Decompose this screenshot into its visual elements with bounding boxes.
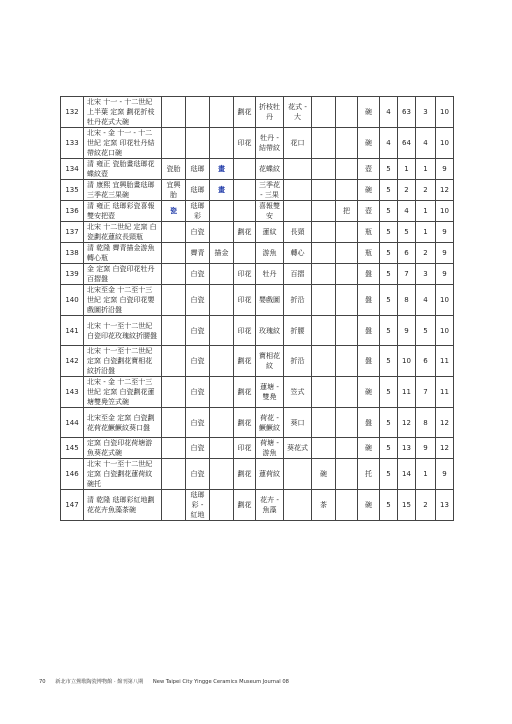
table-row — [61, 159, 454, 180]
cell-c2 — [186, 97, 210, 128]
cell-c4: 劃花 — [234, 346, 256, 377]
cell-c7 — [312, 438, 336, 459]
cell-id: 144 — [61, 408, 84, 438]
cell-c9: 壺 — [358, 201, 380, 222]
table-row — [61, 346, 454, 377]
cell-n3: 2 — [416, 180, 436, 201]
cell-c5: 牡丹 - 結帶紋 — [256, 128, 284, 159]
cell-n1: 5 — [380, 285, 398, 316]
cell-n4: 10 — [436, 316, 454, 346]
cell-c9: 瓶 — [358, 243, 380, 264]
cell-c2: 霽青 — [186, 243, 210, 264]
cell-n3: 9 — [416, 438, 436, 459]
cell-c9: 碗 — [358, 128, 380, 159]
cell-n4: 12 — [436, 408, 454, 438]
journal-title-zh: 新北市立鶯歌陶瓷博物館 · 館刊第八期 — [55, 679, 144, 685]
cell-c2 — [186, 128, 210, 159]
cell-c2: 琺瑯彩 — [186, 201, 210, 222]
cell-c8 — [336, 97, 358, 128]
cell-c5: 喜報雙安 — [256, 201, 284, 222]
cell-n4: 9 — [436, 459, 454, 490]
cell-c9: 瓶 — [358, 222, 380, 243]
cell-c5: 花蝶紋 — [256, 159, 284, 180]
cell-c1 — [162, 285, 186, 316]
cell-n1: 5 — [380, 316, 398, 346]
cell-c5: 牡丹 — [256, 264, 284, 285]
cell-n2: 1 — [398, 159, 416, 180]
cell-c2: 琺瑯 — [186, 180, 210, 201]
cell-n2: 8 — [398, 285, 416, 316]
cell-c8: 把 — [336, 201, 358, 222]
cell-n3: 5 — [416, 316, 436, 346]
cell-n2: 64 — [398, 128, 416, 159]
cell-n2: 13 — [398, 438, 416, 459]
cell-c5: 蓮紋 — [256, 222, 284, 243]
cell-c5: 蓮塘 - 雙鳧 — [256, 377, 284, 408]
cell-c4: 印花 — [234, 316, 256, 346]
table-row — [61, 490, 454, 521]
cell-c8 — [336, 408, 358, 438]
cell-desc: 金 定窯 白瓷印花牡丹百摺盤 — [84, 264, 162, 285]
table-row — [61, 459, 454, 490]
cell-c7 — [312, 159, 336, 180]
cell-c3 — [210, 97, 234, 128]
cell-c3 — [210, 438, 234, 459]
cell-c5: 折枝牡丹 — [256, 97, 284, 128]
cell-c5: 寶相花紋 — [256, 346, 284, 377]
cell-id: 142 — [61, 346, 84, 377]
cell-c2: 白瓷 — [186, 222, 210, 243]
cell-n2: 2 — [398, 180, 416, 201]
cell-c9: 碗 — [358, 97, 380, 128]
cell-c2: 白瓷 — [186, 459, 210, 490]
cell-c6: 花口 — [284, 128, 312, 159]
cell-c4: 印花 — [234, 128, 256, 159]
cell-c6 — [284, 459, 312, 490]
table-row — [61, 408, 454, 438]
cell-c9: 碗 — [358, 490, 380, 521]
cell-n3: 2 — [416, 490, 436, 521]
cell-c2: 白瓷 — [186, 316, 210, 346]
cell-c6: 折沿 — [284, 346, 312, 377]
cell-desc: 定窯 白瓷印花荷塘游魚葵花式碗 — [84, 438, 162, 459]
cell-c1 — [162, 243, 186, 264]
cell-c9: 盤 — [358, 285, 380, 316]
cell-n3: 1 — [416, 159, 436, 180]
cell-n4: 9 — [436, 222, 454, 243]
cell-c8 — [336, 377, 358, 408]
cell-c9: 盤 — [358, 408, 380, 438]
table-row — [61, 285, 454, 316]
cell-c6: 葵口 — [284, 408, 312, 438]
cell-n3: 4 — [416, 128, 436, 159]
cell-id: 133 — [61, 128, 84, 159]
cell-n2: 9 — [398, 316, 416, 346]
table-row — [61, 180, 454, 201]
cell-c7 — [312, 408, 336, 438]
page-footer — [39, 678, 297, 685]
journal-title-en: New Taipei City Yingge Ceramics Museum Journal 08 — [152, 679, 289, 685]
cell-n4: 9 — [436, 264, 454, 285]
cell-c1 — [162, 264, 186, 285]
cell-id: 145 — [61, 438, 84, 459]
cell-n2: 5 — [398, 222, 416, 243]
cell-c3 — [210, 316, 234, 346]
cell-c8 — [336, 243, 358, 264]
cell-n3: 1 — [416, 459, 436, 490]
cell-c1 — [162, 316, 186, 346]
cell-c8 — [336, 128, 358, 159]
cell-n3: 7 — [416, 377, 436, 408]
cell-c6: 折腰 — [284, 316, 312, 346]
cell-c2: 琺瑯彩 - 紅地 — [186, 490, 210, 521]
cell-c4: 劃花 — [234, 490, 256, 521]
cell-n1: 5 — [380, 408, 398, 438]
cell-c7 — [312, 346, 336, 377]
cell-desc: 清 乾隆 琺瑯彩紅地劃花花卉魚藻茶碗 — [84, 490, 162, 521]
cell-id: 140 — [61, 285, 84, 316]
cell-c3 — [210, 408, 234, 438]
cell-c7: 碗 — [312, 459, 336, 490]
cell-c1 — [162, 408, 186, 438]
cell-c3 — [210, 490, 234, 521]
cell-c4 — [234, 201, 256, 222]
cell-n2: 7 — [398, 264, 416, 285]
cell-n2: 10 — [398, 346, 416, 377]
cell-c4: 劃花 — [234, 97, 256, 128]
cell-n1: 5 — [380, 346, 398, 377]
cell-desc: 北宋 十一 - 十二世紀上半葉 定窯 劃花折枝牡丹花式大碗 — [84, 97, 162, 128]
cell-id: 132 — [61, 97, 84, 128]
cell-n2: 15 — [398, 490, 416, 521]
cell-c8 — [336, 438, 358, 459]
cell-c8 — [336, 180, 358, 201]
cell-c7 — [312, 128, 336, 159]
cell-desc: 清 康熙 宜興胎畫琺瑯三季花三果碗 — [84, 180, 162, 201]
cell-c9: 壺 — [358, 159, 380, 180]
cell-c5: 三季花 - 三果 — [256, 180, 284, 201]
cell-n4: 12 — [436, 438, 454, 459]
cell-c1 — [162, 222, 186, 243]
cell-n3: 2 — [416, 243, 436, 264]
cell-c3 — [210, 285, 234, 316]
cell-n4: 11 — [436, 346, 454, 377]
table-row — [61, 316, 454, 346]
cell-c3 — [210, 222, 234, 243]
cell-c6 — [284, 159, 312, 180]
cell-c8 — [336, 222, 358, 243]
cell-c9: 盤 — [358, 346, 380, 377]
cell-c3: 畫 — [210, 180, 234, 201]
cell-desc: 北宋 十一至十二世紀 定窯 白瓷劃花蓮荷紋碗托 — [84, 459, 162, 490]
cell-c5: 荷花 - 鱖鱖紋 — [256, 408, 284, 438]
cell-n2: 11 — [398, 377, 416, 408]
cell-n1: 5 — [380, 377, 398, 408]
cell-c6: 葵花式 — [284, 438, 312, 459]
cell-c4 — [234, 243, 256, 264]
cell-c8 — [336, 264, 358, 285]
table-row — [61, 222, 454, 243]
cell-c1 — [162, 490, 186, 521]
cell-desc: 北宋 十一至十二世紀 定窯 白瓷劃花寶相花紋折沿盤 — [84, 346, 162, 377]
cell-c6: 百摺 — [284, 264, 312, 285]
cell-id: 134 — [61, 159, 84, 180]
cell-n1: 4 — [380, 128, 398, 159]
cell-n4: 11 — [436, 377, 454, 408]
cell-c7 — [312, 285, 336, 316]
cell-c2: 琺瑯 — [186, 159, 210, 180]
cell-id: 146 — [61, 459, 84, 490]
cell-c4 — [234, 180, 256, 201]
cell-c7: 茶 — [312, 490, 336, 521]
cell-c6 — [284, 490, 312, 521]
cell-id: 141 — [61, 316, 84, 346]
cell-n2: 6 — [398, 243, 416, 264]
cell-c6: 轉心 — [284, 243, 312, 264]
cell-id: 143 — [61, 377, 84, 408]
cell-n4: 9 — [436, 159, 454, 180]
cell-id: 135 — [61, 180, 84, 201]
cell-n3: 6 — [416, 346, 436, 377]
cell-c5: 游魚 — [256, 243, 284, 264]
cell-c5: 玫瑰紋 — [256, 316, 284, 346]
table-row — [61, 243, 454, 264]
cell-id: 137 — [61, 222, 84, 243]
cell-c2: 白瓷 — [186, 285, 210, 316]
cell-c8 — [336, 490, 358, 521]
cell-n1: 5 — [380, 490, 398, 521]
cell-c8 — [336, 316, 358, 346]
table-row — [61, 97, 454, 128]
cell-c3: 描金 — [210, 243, 234, 264]
table-row — [61, 377, 454, 408]
cell-c1: 宜興胎 — [162, 180, 186, 201]
cell-c5: 荷塘 - 游魚 — [256, 438, 284, 459]
cell-c9: 碗 — [358, 438, 380, 459]
cell-c3 — [210, 377, 234, 408]
cell-n3: 4 — [416, 285, 436, 316]
cell-c1 — [162, 128, 186, 159]
cell-desc: 北宋至金 定窯 白瓷劃花荷花鱖鱖紋葵口盤 — [84, 408, 162, 438]
cell-desc: 北宋至金 十二至十三世紀 定窯 白瓷印花嬰戲圖折沿盤 — [84, 285, 162, 316]
cell-n3: 1 — [416, 222, 436, 243]
cell-c4: 劃花 — [234, 459, 256, 490]
cell-c2: 白瓷 — [186, 264, 210, 285]
catalog-table — [60, 96, 454, 521]
cell-c1 — [162, 346, 186, 377]
cell-c1: 瓷 — [162, 201, 186, 222]
cell-c9: 碗 — [358, 180, 380, 201]
cell-c7 — [312, 97, 336, 128]
cell-id: 147 — [61, 490, 84, 521]
cell-c9: 碗 — [358, 377, 380, 408]
cell-n1: 5 — [380, 264, 398, 285]
cell-desc: 北宋 - 金 十一 - 十二世紀 定窯 印花牡丹結帶紋花口碗 — [84, 128, 162, 159]
cell-n1: 4 — [380, 97, 398, 128]
cell-c4: 印花 — [234, 264, 256, 285]
cell-c1: 瓷胎 — [162, 159, 186, 180]
cell-c4: 劃花 — [234, 408, 256, 438]
cell-desc: 清 雍正 瓷胎畫琺瑯花蝶紋壺 — [84, 159, 162, 180]
cell-n4: 10 — [436, 285, 454, 316]
cell-c5: 花卉 - 魚藻 — [256, 490, 284, 521]
cell-id: 138 — [61, 243, 84, 264]
cell-desc: 清 乾隆 霽青描金游魚轉心瓶 — [84, 243, 162, 264]
cell-n3: 8 — [416, 408, 436, 438]
cell-n1: 5 — [380, 438, 398, 459]
cell-c7 — [312, 222, 336, 243]
cell-c8 — [336, 346, 358, 377]
cell-c1 — [162, 97, 186, 128]
cell-c1 — [162, 459, 186, 490]
cell-c3 — [210, 201, 234, 222]
cell-n1: 5 — [380, 222, 398, 243]
cell-c5: 嬰戲圖 — [256, 285, 284, 316]
cell-desc: 北宋 - 金 十二至十三世紀 定窯 白瓷劃花蓮塘雙鳧笠式碗 — [84, 377, 162, 408]
cell-c6 — [284, 201, 312, 222]
cell-c4: 劃花 — [234, 222, 256, 243]
cell-n4: 9 — [436, 243, 454, 264]
cell-n3: 3 — [416, 97, 436, 128]
cell-n1: 5 — [380, 459, 398, 490]
cell-c8 — [336, 459, 358, 490]
cell-n1: 5 — [380, 159, 398, 180]
cell-c6: 笠式 — [284, 377, 312, 408]
cell-c4: 印花 — [234, 285, 256, 316]
cell-n3: 3 — [416, 264, 436, 285]
cell-c5: 蓮荷紋 — [256, 459, 284, 490]
cell-c7 — [312, 243, 336, 264]
cell-desc: 北宋 十一至十二世紀 白瓷印花玫瑰紋折腰盤 — [84, 316, 162, 346]
cell-desc: 北宋 十二世紀 定窯 白瓷劃花蓮紋長頸瓶 — [84, 222, 162, 243]
cell-n1: 5 — [380, 180, 398, 201]
cell-c6: 長頸 — [284, 222, 312, 243]
cell-n4: 10 — [436, 128, 454, 159]
cell-c7 — [312, 264, 336, 285]
cell-c1 — [162, 438, 186, 459]
cell-n1: 5 — [380, 201, 398, 222]
cell-c2: 白瓷 — [186, 346, 210, 377]
cell-c2: 白瓷 — [186, 438, 210, 459]
cell-n3: 1 — [416, 201, 436, 222]
cell-c4: 劃花 — [234, 377, 256, 408]
cell-c1 — [162, 377, 186, 408]
cell-n2: 14 — [398, 459, 416, 490]
cell-desc: 清 雍正 琺瑯彩瓷喜報雙安把壺 — [84, 201, 162, 222]
cell-c9: 托 — [358, 459, 380, 490]
cell-c6: 花式 - 大 — [284, 97, 312, 128]
cell-c3 — [210, 459, 234, 490]
cell-n4: 10 — [436, 201, 454, 222]
cell-c3: 畫 — [210, 159, 234, 180]
cell-c7 — [312, 180, 336, 201]
page-number: 70 — [39, 679, 46, 685]
cell-c3 — [210, 346, 234, 377]
cell-c7 — [312, 377, 336, 408]
cell-n4: 10 — [436, 97, 454, 128]
cell-n2: 12 — [398, 408, 416, 438]
cell-c6 — [284, 180, 312, 201]
cell-c4: 印花 — [234, 438, 256, 459]
cell-c3 — [210, 128, 234, 159]
cell-c6: 折沿 — [284, 285, 312, 316]
cell-c4 — [234, 159, 256, 180]
table-row — [61, 128, 454, 159]
cell-id: 136 — [61, 201, 84, 222]
cell-c8 — [336, 159, 358, 180]
cell-c2: 白瓷 — [186, 377, 210, 408]
cell-c7 — [312, 201, 336, 222]
cell-c9: 盤 — [358, 264, 380, 285]
cell-c3 — [210, 264, 234, 285]
cell-id: 139 — [61, 264, 84, 285]
cell-n4: 13 — [436, 490, 454, 521]
cell-c9: 盤 — [358, 316, 380, 346]
table-row — [61, 264, 454, 285]
cell-n2: 4 — [398, 201, 416, 222]
table-row — [61, 438, 454, 459]
cell-n2: 63 — [398, 97, 416, 128]
cell-n4: 12 — [436, 180, 454, 201]
cell-c7 — [312, 316, 336, 346]
table-row — [61, 201, 454, 222]
cell-c8 — [336, 285, 358, 316]
cell-c2: 白瓷 — [186, 408, 210, 438]
cell-n1: 5 — [380, 243, 398, 264]
